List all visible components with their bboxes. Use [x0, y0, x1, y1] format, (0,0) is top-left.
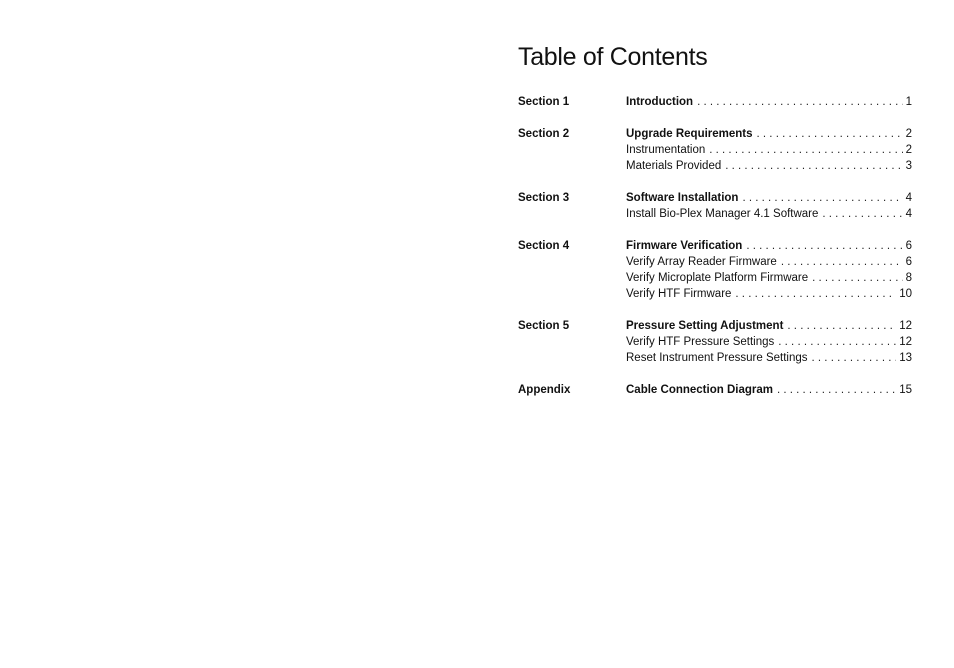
- section-label: Appendix: [518, 384, 571, 396]
- dot-leader: [697, 94, 903, 110]
- toc-entry[interactable]: [626, 350, 912, 366]
- toc-entry[interactable]: [626, 270, 912, 286]
- section-label: Section 2: [518, 128, 570, 140]
- page-number: 10: [899, 288, 912, 300]
- section-entries: [626, 94, 912, 110]
- page-number: 6: [905, 256, 912, 268]
- toc-section-5: [518, 318, 912, 366]
- toc-section-3: [518, 190, 912, 222]
- page-title: Table of Contents: [518, 43, 708, 71]
- entry-title: Verify Array Reader Firmware: [626, 256, 777, 268]
- dot-leader: [746, 238, 902, 254]
- toc-section-1: [518, 94, 912, 110]
- section-entries: [626, 382, 912, 398]
- page-number: 8: [905, 272, 912, 284]
- entry-title: Instrumentation: [626, 144, 706, 156]
- dot-leader: [757, 126, 903, 142]
- table-of-contents: [518, 40, 912, 414]
- dot-leader: [709, 142, 902, 158]
- dot-leader: [787, 318, 896, 334]
- toc-entry[interactable]: [626, 158, 912, 174]
- dot-leader: [812, 270, 902, 286]
- entry-title: Install Bio-Plex Manager 4.1 Software: [626, 208, 819, 220]
- section-label: Section 5: [518, 320, 570, 332]
- dot-leader: [742, 190, 902, 206]
- toc-entry[interactable]: [626, 190, 912, 206]
- entry-title: Firmware Verification: [626, 240, 743, 252]
- page-number: 1: [905, 96, 912, 108]
- dot-leader: [781, 254, 903, 270]
- page-number: 2: [905, 128, 912, 140]
- page-number: 12: [899, 336, 912, 348]
- toc-entry[interactable]: [626, 334, 912, 350]
- toc-entry[interactable]: [626, 206, 912, 222]
- entry-title: Verify HTF Firmware: [626, 288, 732, 300]
- entry-title: Verify HTF Pressure Settings: [626, 336, 775, 348]
- toc-entry[interactable]: [626, 254, 912, 270]
- toc-entry[interactable]: [626, 286, 912, 302]
- section-entries: [626, 126, 912, 174]
- entry-title: Reset Instrument Pressure Settings: [626, 352, 808, 364]
- entry-title: Software Installation: [626, 192, 739, 204]
- toc-section-2: [518, 126, 912, 174]
- toc-entry[interactable]: [626, 382, 912, 398]
- toc-section-4: [518, 238, 912, 302]
- entry-title: Verify Microplate Platform Firmware: [626, 272, 809, 284]
- toc-entry[interactable]: [626, 94, 912, 110]
- dot-leader: [777, 382, 896, 398]
- dot-leader: [822, 206, 902, 222]
- section-entries: [626, 318, 912, 366]
- entry-title: Upgrade Requirements: [626, 128, 753, 140]
- dot-leader: [778, 334, 896, 350]
- toc-entry[interactable]: [626, 142, 912, 158]
- entry-title: Cable Connection Diagram: [626, 384, 773, 396]
- section-label: Section 4: [518, 240, 570, 252]
- page-number: 13: [899, 352, 912, 364]
- section-entries: [626, 190, 912, 222]
- page-number: 3: [905, 160, 912, 172]
- entry-title: Materials Provided: [626, 160, 722, 172]
- page-number: 2: [905, 144, 912, 156]
- section-label: Section 1: [518, 96, 570, 108]
- section-entries: [626, 238, 912, 302]
- page-number: 15: [899, 384, 912, 396]
- toc-section-appendix: [518, 382, 912, 398]
- page-number: 4: [905, 192, 912, 204]
- toc-entry[interactable]: [626, 126, 912, 142]
- page-number: 12: [899, 320, 912, 332]
- section-label: Section 3: [518, 192, 570, 204]
- page-number: 6: [905, 240, 912, 252]
- page-number: 4: [905, 208, 912, 220]
- toc-entry[interactable]: [626, 318, 912, 334]
- entry-title: Introduction: [626, 96, 694, 108]
- entry-title: Pressure Setting Adjustment: [626, 320, 784, 332]
- dot-leader: [735, 286, 896, 302]
- dot-leader: [812, 350, 897, 366]
- toc-entry[interactable]: [626, 238, 912, 254]
- dot-leader: [725, 158, 902, 174]
